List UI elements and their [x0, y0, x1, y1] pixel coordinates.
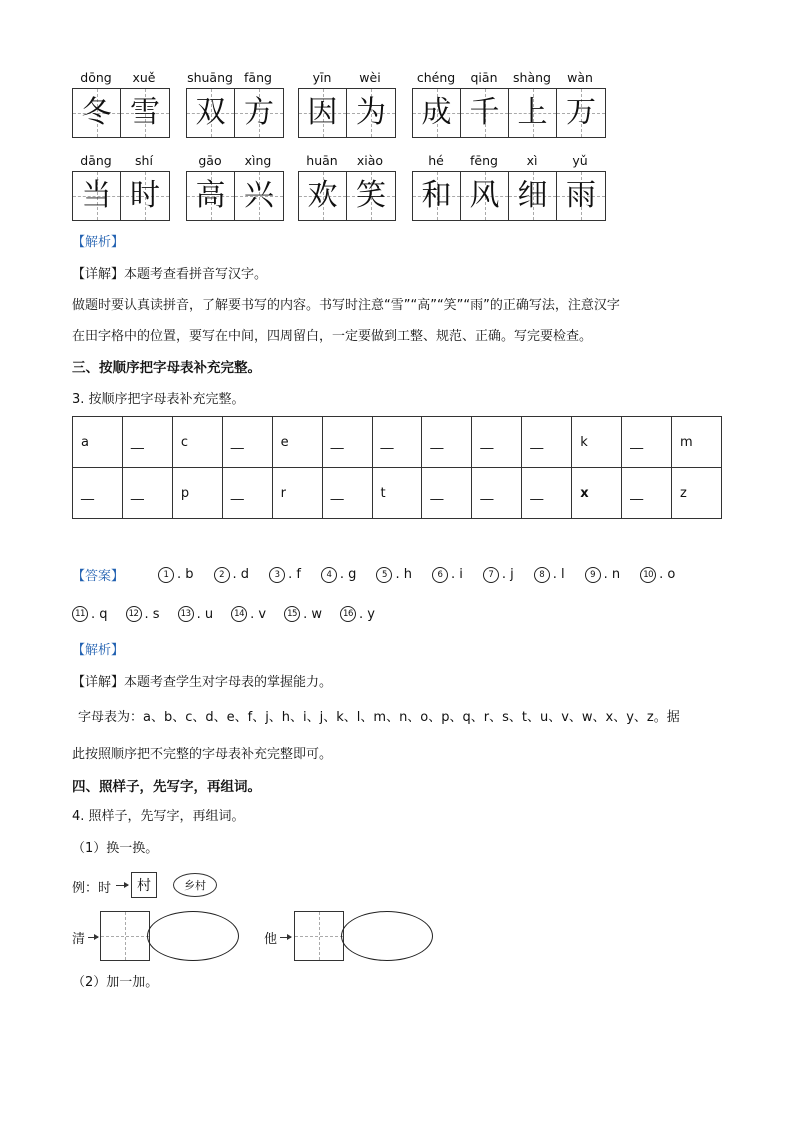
- section-heading: 三、按顺序把字母表补充完整。: [72, 360, 261, 376]
- pinyin: xìng: [244, 153, 272, 168]
- tianzige-cell: 万: [557, 89, 605, 137]
- analysis-detail: 【详解】本题考查看拼音写汉字。: [72, 267, 268, 282]
- pinyin: shuāng: [187, 70, 233, 85]
- answer-row: [72, 565, 675, 584]
- table-row: [73, 417, 722, 468]
- blank-cell[interactable]: __: [622, 468, 672, 519]
- circled-number: 3: [269, 567, 285, 583]
- analysis-body: 字母表为：a、b、c、d、e、f、j、h、i、j、k、l、m、n、o、p、q、r、s、t、u、v、w、x、y、z。据: [78, 710, 680, 725]
- answer-item: 16 . y: [340, 606, 375, 622]
- tianzige-cell: 千: [461, 89, 509, 137]
- circled-number: 9: [585, 567, 601, 583]
- tianzige-cell: 雪: [121, 89, 169, 137]
- pinyin: dāng: [80, 153, 112, 168]
- answer-item: 6 . i: [432, 567, 463, 583]
- tianzige-cell: 笑: [347, 172, 395, 220]
- circled-number: 2: [214, 567, 230, 583]
- pinyin: wàn: [567, 70, 593, 85]
- circled-number: 14: [231, 606, 247, 622]
- answer-item: 5 . h: [376, 567, 412, 583]
- answer-item: 11 . q: [72, 606, 108, 622]
- pinyin: huān: [306, 153, 338, 168]
- blank-cell[interactable]: __: [472, 468, 522, 519]
- tianzige-cell: 成: [413, 89, 461, 137]
- answer-item: 14 . v: [231, 606, 266, 622]
- analysis-label: 【解析】: [72, 235, 125, 250]
- blank-cell[interactable]: __: [422, 468, 472, 519]
- letter-cell: r: [272, 468, 322, 519]
- pinyin: xì: [526, 153, 538, 168]
- letter-cell: z: [672, 468, 722, 519]
- blank-cell[interactable]: __: [522, 417, 572, 468]
- word-group-dangshi: [72, 153, 170, 221]
- pinyin: shí: [135, 153, 153, 168]
- word-group-shuangfang: [186, 70, 284, 138]
- arrow-icon: [280, 937, 291, 938]
- tianzige-cell: 欢: [299, 172, 347, 220]
- example-char-box: 村: [131, 872, 157, 898]
- circled-number: 8: [534, 567, 550, 583]
- analysis-detail: 【详解】本题考查学生对字母表的掌握能力。: [72, 675, 333, 690]
- tianzige-cell: 为: [347, 89, 395, 137]
- word-group-gaoxing: [186, 153, 284, 221]
- pinyin: chéng: [416, 70, 456, 85]
- blank-cell[interactable]: __: [622, 417, 672, 468]
- circled-number: 4: [321, 567, 337, 583]
- pinyin: dōng: [80, 70, 112, 85]
- answer-item: 10 . o: [640, 567, 675, 583]
- pinyin: qiān: [470, 70, 498, 85]
- letter-cell: e: [272, 417, 322, 468]
- circled-number: 1: [158, 567, 174, 583]
- tianzige-cell: 和: [413, 172, 461, 220]
- word-group-yinwei: [298, 70, 396, 138]
- letter-cell: c: [172, 417, 222, 468]
- analysis-body: 做题时要认真读拼音，了解要书写的内容。书写时注意“雪”“高”“笑”“雨”的正确写法，注意汉字: [72, 298, 620, 313]
- letter-cell: p: [172, 468, 222, 519]
- tianzige-cell: 冬: [73, 89, 121, 137]
- tianzige-cell: 双: [187, 89, 235, 137]
- circled-number: 5: [376, 567, 392, 583]
- letter-cell: t: [372, 468, 422, 519]
- answer-item: 1 . b: [158, 567, 194, 583]
- answer-item: 3 . f: [269, 567, 301, 583]
- answer-item: 12 . s: [126, 606, 160, 622]
- table-row: [73, 468, 722, 519]
- pinyin: shàng: [513, 70, 551, 85]
- pinyin: xuě: [132, 70, 156, 85]
- tianzige-cell: 兴: [235, 172, 283, 220]
- circled-number: 11: [72, 606, 88, 622]
- question-text: 3. 按顺序把字母表补充完整。: [72, 392, 245, 407]
- circled-number: 13: [178, 606, 194, 622]
- letter-cell: a: [73, 417, 123, 468]
- tianzige-cell: 上: [509, 89, 557, 137]
- write-char-box[interactable]: [100, 911, 150, 961]
- blank-cell[interactable]: __: [222, 417, 272, 468]
- tianzige-cell: 方: [235, 89, 283, 137]
- example-label: 例：时: [72, 881, 112, 896]
- blank-cell[interactable]: __: [372, 417, 422, 468]
- tianzige-cell: 时: [121, 172, 169, 220]
- circled-number: 10: [640, 567, 656, 583]
- item-char: 他: [264, 932, 278, 947]
- answer-item: 4 . g: [321, 567, 357, 583]
- tianzige-cell: 细: [509, 172, 557, 220]
- answer-label: 【答案】: [72, 569, 125, 584]
- circled-number: 12: [126, 606, 142, 622]
- pinyin: yǔ: [572, 153, 588, 168]
- word-oval[interactable]: [341, 911, 433, 961]
- answer-item: 7 . j: [483, 567, 514, 583]
- tianzige-cell: 风: [461, 172, 509, 220]
- example-word-oval: 乡村: [173, 873, 217, 897]
- letter-cell: k: [572, 417, 622, 468]
- blank-cell[interactable]: __: [472, 417, 522, 468]
- pinyin: fēng: [470, 153, 498, 168]
- alphabet-table: [72, 416, 722, 519]
- answer-row: [72, 606, 395, 622]
- analysis-label: 【解析】: [72, 643, 125, 658]
- answer-item: 2 . d: [214, 567, 250, 583]
- answer-item: 13 . u: [178, 606, 214, 622]
- answer-item: 8 . l: [534, 567, 565, 583]
- blank-cell[interactable]: __: [222, 468, 272, 519]
- blank-cell[interactable]: __: [122, 417, 172, 468]
- word-group-hefengxiyu: [412, 153, 606, 221]
- letter-cell: m: [672, 417, 722, 468]
- word-group-huanxiao: [298, 153, 396, 221]
- item-char: 清: [72, 932, 86, 947]
- answer-item: 15 . w: [284, 606, 322, 622]
- section-heading: 四、照样子，先写字，再组词。: [72, 779, 261, 795]
- answer-item: 9 . n: [585, 567, 621, 583]
- pinyin: fāng: [244, 70, 272, 85]
- sub-question: （2）加一加。: [72, 975, 159, 990]
- circled-number: 6: [432, 567, 448, 583]
- word-oval[interactable]: [147, 911, 239, 961]
- blank-cell[interactable]: __: [422, 417, 472, 468]
- analysis-body: 此按照顺序把不完整的字母表补充完整即可。: [72, 747, 333, 762]
- tianzige-cell: 高: [187, 172, 235, 220]
- pinyin: xiào: [356, 153, 384, 168]
- write-char-box[interactable]: [294, 911, 344, 961]
- blank-cell[interactable]: __: [522, 468, 572, 519]
- tianzige-cell: 雨: [557, 172, 605, 220]
- blank-cell[interactable]: __: [322, 417, 372, 468]
- analysis-body: 在田字格中的位置，要写在中间，四周留白，一定要做到工整、规范、正确。写完要检查。: [72, 329, 593, 344]
- pinyin: gāo: [198, 153, 222, 168]
- letter-cell: x: [572, 468, 622, 519]
- pinyin: hé: [428, 153, 444, 168]
- arrow-icon: [88, 937, 98, 938]
- circled-number: 16: [340, 606, 356, 622]
- tianzige-cell: 当: [73, 172, 121, 220]
- pinyin: wèi: [359, 70, 381, 85]
- blank-cell[interactable]: __: [73, 468, 123, 519]
- word-group-dongxue: [72, 70, 170, 138]
- question-text: 4. 照样子，先写字，再组词。: [72, 809, 245, 824]
- arrow-icon: [116, 885, 128, 886]
- word-group-chengqianshangwan: [412, 70, 606, 138]
- circled-number: 7: [483, 567, 499, 583]
- pinyin: yīn: [312, 70, 332, 85]
- blank-cell[interactable]: __: [122, 468, 172, 519]
- circled-number: 15: [284, 606, 300, 622]
- blank-cell[interactable]: __: [322, 468, 372, 519]
- sub-question: （1）换一换。: [72, 841, 159, 856]
- tianzige-cell: 因: [299, 89, 347, 137]
